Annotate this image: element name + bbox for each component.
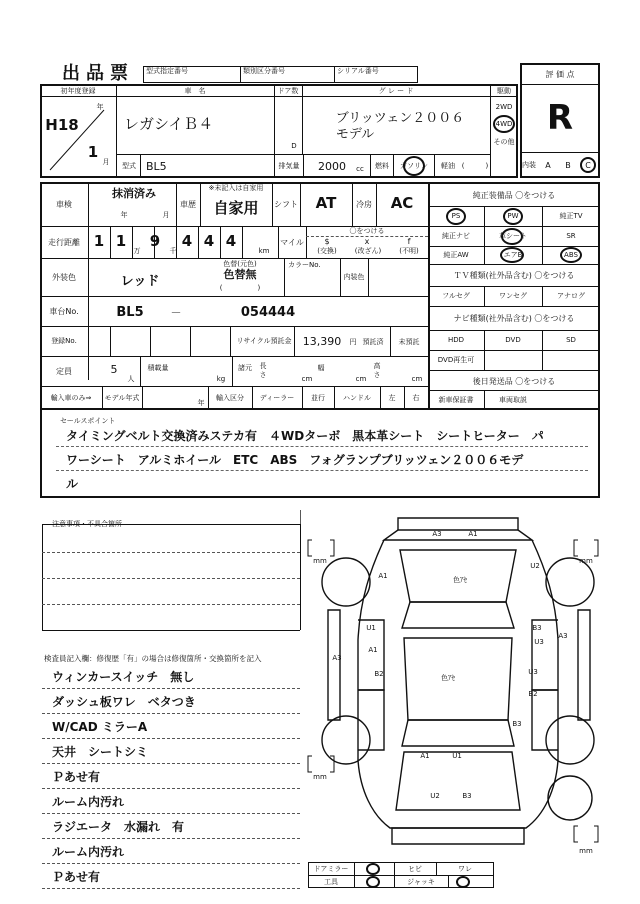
tv-oneseg: ワンセグ	[499, 292, 527, 300]
accessory-door-mirror: ドアミラー	[313, 865, 349, 873]
genuine-title: 純正装備品 〇をつける	[472, 190, 556, 200]
first-reg-month-unit: 月	[102, 158, 110, 166]
sales-points-line-3: ル	[66, 476, 79, 491]
recycle-unit: 円	[349, 338, 357, 346]
damage-mark-18: U1	[452, 752, 462, 760]
history-note: ※未記入は自家用	[208, 184, 264, 192]
damage-mark-12: B2	[374, 670, 384, 678]
import-class-label: 輸入区分	[216, 394, 244, 402]
note-item-5: Ｐあせ有	[52, 770, 101, 784]
displacement-label: 排気量	[278, 162, 300, 170]
mileage-digit-1: 1	[93, 232, 105, 250]
shift-value: AT	[315, 194, 337, 212]
car-diagram	[300, 510, 620, 870]
inspection-year-unit: 年	[120, 211, 128, 219]
aftermarket-manual: 車両取説	[499, 396, 527, 404]
drive-4wd: 4WD	[495, 120, 513, 128]
navi-title: ナビ種類(社外品含む) 〇をつける	[453, 313, 575, 323]
tv-fullseg: フルセグ	[442, 292, 470, 300]
interior-color-label: 内装色	[343, 273, 365, 281]
equip-ps-circle	[446, 208, 466, 225]
damage-mark-13: 色ｱｾ	[441, 674, 455, 682]
damage-mark-2: A1	[468, 530, 478, 538]
note-item-6: ルーム内汚れ	[52, 795, 125, 809]
color-change-value: 色替無	[223, 268, 257, 281]
import-dealer: ディーラー	[259, 394, 295, 402]
capacity-unit: 人	[127, 375, 135, 383]
import-parallel: 並行	[311, 394, 325, 402]
meter-option-unknown-label: (不明)	[399, 247, 419, 255]
capacity-label: 定員	[56, 366, 72, 376]
meter-option-tampered-label: (改ざん)	[354, 247, 382, 255]
interior-grade-c: C	[585, 160, 591, 170]
mileage-unit: km	[258, 247, 270, 255]
accessory-crack: ヒビ	[408, 865, 422, 873]
recycle-value: 13,390	[302, 334, 342, 348]
sales-points-line-1: タイミングベルト交換済みステカ有 ４WDターボ 黒本革シート シートヒーター パ	[66, 428, 544, 443]
type-value: BL5	[146, 159, 167, 173]
tv-analog: アナログ	[557, 292, 585, 300]
accessory-tools-mark	[366, 876, 380, 888]
damage-mark-19: U2	[430, 792, 440, 800]
mileage-digit-4: 4	[181, 232, 193, 250]
aircon-label: 冷房	[356, 199, 372, 209]
equip-aw: 純正AW	[443, 251, 469, 259]
class-code-label: 類別区分番号	[243, 67, 285, 75]
aftermarket-title: 後日発送品 〇をつける	[472, 376, 556, 386]
accessory-tools: 工具	[324, 878, 338, 886]
inspection-label: 車検	[56, 199, 72, 209]
first-reg-year: H18	[45, 116, 79, 134]
mileage-digit-3: 9	[149, 232, 161, 250]
recycle-label: リサイクル預託金	[236, 337, 292, 345]
aircon-value: AC	[390, 194, 414, 212]
color-change-label: 色替(元色)	[223, 260, 257, 268]
damage-mark-14: U3	[528, 668, 538, 676]
damage-mark-7: B3	[532, 624, 542, 632]
equip-pw-circle	[503, 208, 523, 225]
accessory-door-mirror-mark	[366, 863, 380, 875]
equip-leather-circle	[501, 228, 523, 245]
mm-label-4: mm	[579, 847, 593, 855]
handle-label: ハンドル	[343, 394, 371, 402]
inspection-value: 抹消済み	[112, 187, 156, 200]
drive-4wd-circle	[493, 115, 515, 133]
grade-label: グ レ ー ド	[378, 86, 414, 95]
displacement-value: 2000	[318, 159, 346, 173]
mileage-sen-unit: 千	[169, 247, 177, 255]
history-label: 車歴	[180, 199, 196, 209]
model-code-label: 型式指定番号	[146, 67, 188, 75]
dim-height-label: 高さ	[373, 362, 381, 379]
fuel-label: 燃料	[375, 162, 389, 170]
damage-mark-8: A1	[368, 646, 378, 654]
car-name-label: 車 名	[184, 86, 206, 95]
equip-abs-circle	[560, 247, 582, 263]
damage-mark-1: A3	[432, 530, 442, 538]
drive-2wd: 2WD	[495, 103, 513, 111]
frame-dash: －	[170, 306, 182, 319]
equip-abs: ABS	[564, 251, 578, 259]
model-year-label: モデル年式	[104, 393, 140, 402]
equip-sr: SR	[566, 232, 576, 240]
note-item-8: ルーム内汚れ	[52, 845, 125, 859]
accessory-broken: ワレ	[458, 865, 472, 873]
damage-mark-10: A3	[558, 632, 568, 640]
mm-label-3: mm	[313, 773, 327, 781]
recycle-paid: 預託済	[362, 338, 384, 346]
damage-mark-9: U3	[534, 638, 544, 646]
type-label: 型式	[122, 162, 136, 170]
navi-hdd: HDD	[447, 336, 465, 344]
rating-value: R	[546, 98, 574, 138]
drive-label: 駆動	[497, 86, 511, 95]
equip-airbag-circle	[500, 247, 524, 263]
handle-left: 左	[388, 394, 396, 402]
note-item-3: W/CAD ミラーA	[52, 720, 148, 734]
dims-label: 諸元	[238, 364, 252, 372]
fuel-diesel: 軽油	[441, 162, 455, 170]
mileage-digit-5: 4	[203, 232, 215, 250]
mileage-label: 走行距離	[48, 237, 80, 247]
dim-length-unit: cm	[301, 375, 313, 383]
exterior-label: 外装色	[52, 272, 76, 282]
damage-mark-17: A1	[420, 752, 430, 760]
shift-label: シフト	[274, 199, 298, 209]
fuel-gasoline-circle	[403, 156, 425, 176]
sales-points-label: セールスポイント	[60, 417, 116, 425]
accessory-jack: ジャッキ	[407, 878, 435, 886]
meter-option-replaced-label: (交換)	[317, 247, 337, 255]
doors-label: ドア数	[277, 86, 299, 95]
mm-label-2: mm	[579, 557, 593, 565]
dim-width-label: 幅	[317, 364, 325, 372]
damage-mark-3: A1	[378, 572, 388, 580]
mile-label: マイル	[280, 237, 304, 247]
interior-label: 内装	[522, 160, 536, 169]
accessory-jack-mark	[456, 876, 470, 888]
navi-dvd: DVD	[505, 336, 521, 344]
equip-tv: 純正TV	[559, 212, 583, 220]
dim-height-unit: cm	[411, 375, 423, 383]
note-item-7: ラジエータ 水漏れ 有	[52, 820, 185, 834]
mileage-digit-2: 1	[115, 232, 127, 250]
note-item-9: Ｐあせ有	[52, 870, 101, 884]
sales-points-line-2: ワーシート アルミホイール ETC ABS フォグランプブリッツェン２００６モデ	[66, 452, 524, 467]
navi-sd: SD	[566, 336, 576, 344]
fuel-gasoline: ガソリン	[400, 162, 428, 170]
grade-line1: ブリッツェン２００６	[335, 110, 465, 126]
load-label: 積載量	[147, 364, 169, 372]
frame-number: 054444	[240, 304, 296, 320]
damage-mark-6: U1	[366, 624, 376, 632]
mm-label-1: mm	[313, 557, 327, 565]
interior-grade-c-circle	[580, 157, 596, 173]
aftermarket-warranty: 新車保証書	[438, 396, 474, 404]
displacement-unit: cc	[356, 165, 364, 173]
recycle-unpaid: 未預託	[398, 338, 420, 346]
mileage-man-unit: 万	[133, 247, 141, 255]
rating-label: 評 価 点	[545, 69, 575, 79]
registration-label: 登録No.	[51, 337, 77, 345]
form-title: 出品票	[62, 63, 134, 84]
color-no-label: カラーNo.	[288, 261, 321, 269]
grade-line2: モデル	[335, 126, 375, 142]
interior-grade-b: B	[565, 160, 571, 170]
frame-label: 車台No.	[49, 306, 79, 316]
dim-width-unit: cm	[355, 375, 367, 383]
mileage-digit-6: 4	[225, 232, 237, 250]
damage-mark-15: B2	[528, 690, 538, 698]
capacity-value: 5	[110, 362, 118, 376]
equip-airbag: エアB	[503, 251, 523, 259]
dvd-playback: DVD再生可	[437, 356, 475, 364]
meter-option-replaced: $	[324, 236, 330, 246]
meter-circle-hint: 〇をつける	[349, 227, 385, 235]
serial-label: シリアル番号	[337, 67, 379, 75]
drive-other: その他	[493, 138, 515, 146]
inspection-month-unit: 月	[162, 211, 170, 219]
doors-value: D	[291, 142, 297, 150]
first-reg-year-unit: 年	[96, 103, 104, 111]
meter-option-unknown: f	[407, 236, 411, 246]
equip-pw: PW	[507, 212, 519, 220]
color-change-paren: ( )	[219, 284, 261, 292]
equip-navi: 純正ナビ	[442, 232, 470, 240]
exterior-value: レッド	[120, 273, 160, 289]
frame-prefix: BL5	[116, 304, 144, 320]
car-name: レガシイＢ４	[124, 114, 214, 133]
damage-mark-11: A3	[332, 654, 342, 662]
interior-grade-a: A	[545, 160, 551, 170]
equip-leather: 革シート	[499, 232, 527, 240]
inspector-label: 検査員記入欄：修復歴「有」の場合は修復箇所・交換箇所を記入	[44, 653, 262, 663]
model-year-unit: 年	[197, 399, 205, 407]
history-value: 自家用	[213, 198, 259, 217]
load-unit: kg	[216, 375, 226, 383]
damage-mark-16: B3	[512, 720, 522, 728]
meter-option-tampered: x	[364, 236, 370, 246]
damage-mark-20: B3	[462, 792, 472, 800]
import-label: 輸入車のみ⇒	[50, 394, 92, 402]
note-item-4: 天井 シートシミ	[52, 745, 149, 759]
damage-mark-5: U2	[530, 562, 540, 570]
note-item-1: ウィンカースイッチ 無し	[52, 670, 195, 684]
caution-label: 注意事項・不具合箇所	[52, 520, 122, 528]
first-reg-month: 1	[87, 143, 99, 161]
fuel-paren: ( )	[461, 162, 489, 170]
tv-title: ＴＶ種類(社外品含む) 〇をつける	[453, 270, 575, 280]
damage-mark-4: 色ｱｾ	[453, 576, 467, 584]
dim-length-label: 長さ	[259, 362, 267, 379]
note-item-2: ダッシュ板ワレ ベタつき	[52, 695, 196, 709]
equip-ps: PS	[451, 212, 461, 220]
handle-right: 右	[412, 394, 420, 402]
first-reg-label: 初年度登録	[60, 86, 96, 95]
